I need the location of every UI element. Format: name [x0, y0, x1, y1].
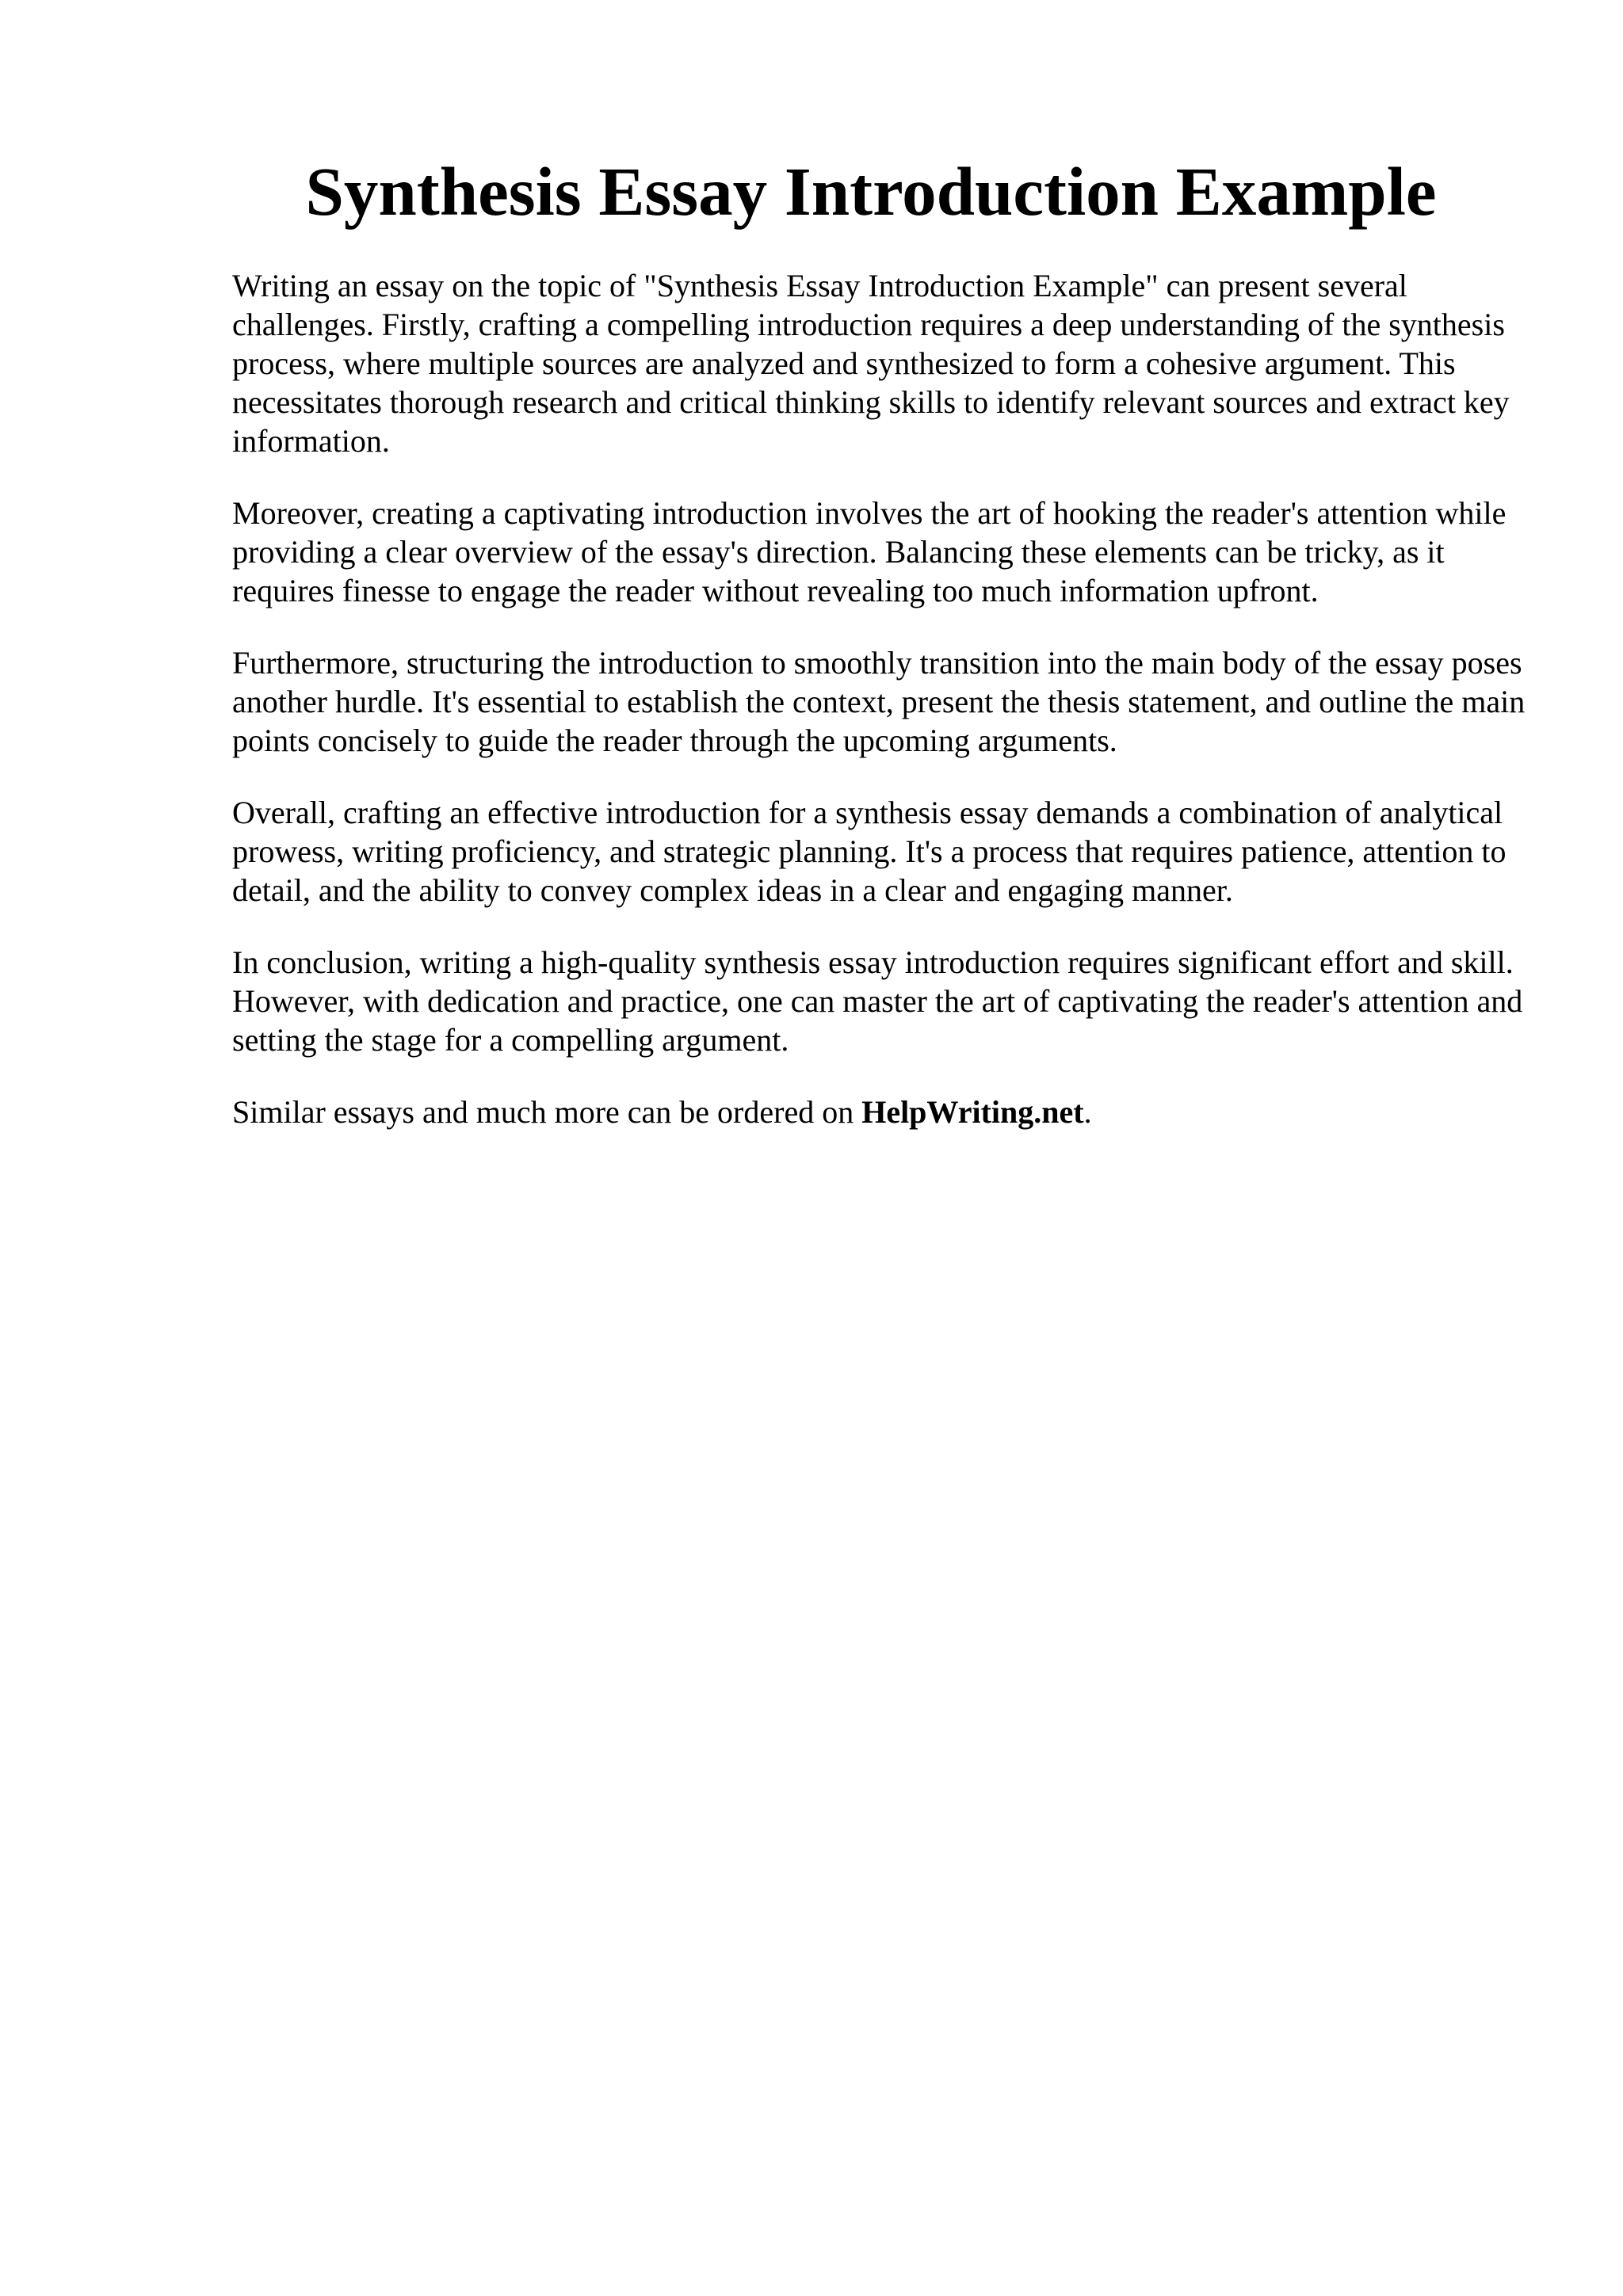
- brand-link[interactable]: HelpWriting.net: [861, 1094, 1084, 1130]
- footer-suffix: .: [1083, 1094, 1092, 1130]
- footer-prefix: Similar essays and much more can be ordered on: [232, 1094, 854, 1130]
- paragraph-5: In conclusion, writing a high-quality synthesis essay introduction requires significant effort and skill. However, with dedication and practice, one can master the art of captivating the reader's attention and setting the stage for a compelling argument.: [232, 944, 1523, 1058]
- document-body: [232, 266, 1532, 1131]
- paragraph-2: Moreover, creating a captivating introduction involves the art of hooking the reader's attention while providing a clear overview of the essay's direction. Balancing these elements can be tricky, as it requires finesse to engage the reader without revealing too much information upfront.: [232, 495, 1507, 608]
- document-title: Synthesis Essay Introduction Example: [305, 153, 1437, 230]
- paragraph-4: Overall, crafting an effective introduction for a synthesis essay demands a combination of analytical prowess, writing proficiency, and strategic planning. It's a process that requires patience, attention to detail, and the ability to convey complex ideas in a clear and engaging manner.: [232, 795, 1507, 908]
- paragraph-3: Furthermore, structuring the introduction to smoothly transition into the main body of the essay poses another hurdle. It's essential to establish the context, present the thesis statement, and outline the main points concisely to guide the reader through the upcoming arguments.: [232, 645, 1526, 758]
- paragraph-1: Writing an essay on the topic of "Synthesis Essay Introduction Example" can present several challenges. Firstly, crafting a compelling introduction requires a deep understanding of the synthesis process, where multiple sources are analyzed and synthesized to form a cohesive argument. This necessitates thorough research and critical thinking skills to identify relevant sources and extract key information.: [232, 268, 1510, 459]
- footer-line: [232, 1093, 1532, 1131]
